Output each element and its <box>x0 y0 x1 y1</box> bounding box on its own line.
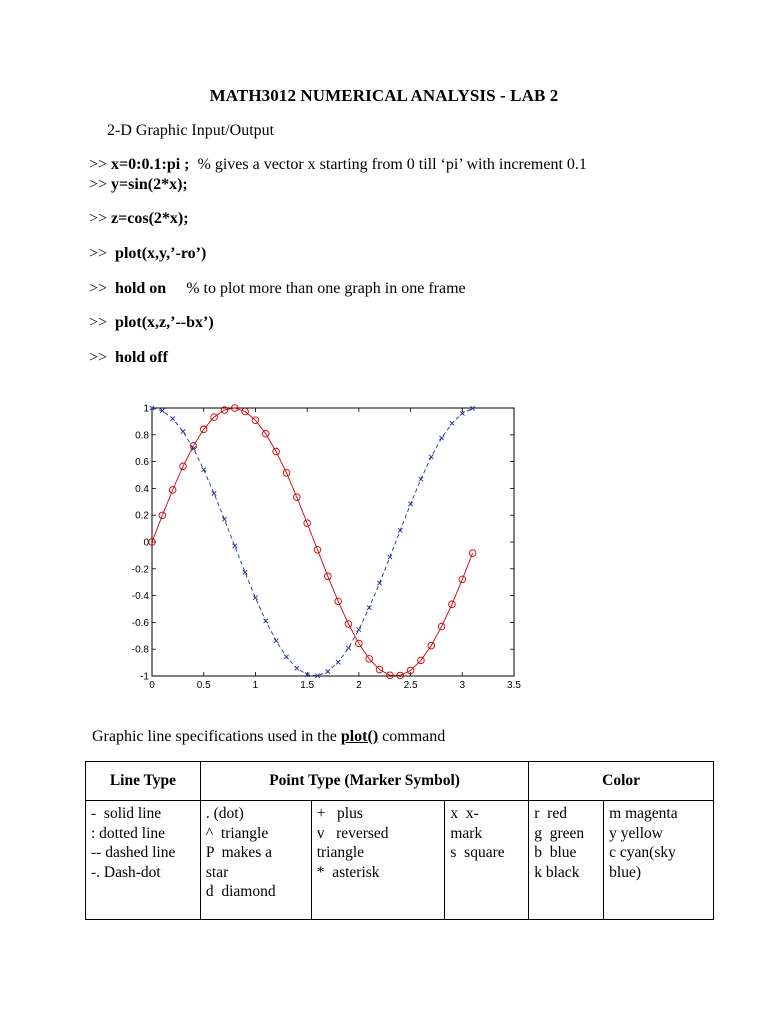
y-tick-label: 0.6 <box>135 457 149 469</box>
x-tick-label: 0 <box>149 680 155 691</box>
y-tick-label: -0.4 <box>132 591 149 603</box>
header-point-type: Point Type (Marker Symbol) <box>200 762 528 801</box>
y-tick-label: 0.8 <box>135 430 149 442</box>
table-header-row <box>86 762 714 801</box>
command-line-1 <box>89 156 587 174</box>
command-line-2 <box>89 176 188 194</box>
marker-list-3: x x- mark s square <box>450 805 505 861</box>
command-line-3 <box>89 210 189 228</box>
color-list-2: m magenta y yellow c cyan(sky blue) <box>609 805 678 881</box>
table-cell <box>604 801 714 920</box>
y-tick-label: -1 <box>140 671 149 683</box>
y-tick-label: -0.6 <box>132 617 149 629</box>
x-tick-label: 3 <box>459 680 466 691</box>
color-list-1: r red g green b blue k black <box>534 805 585 881</box>
x-tick-label: 3.5 <box>507 680 521 691</box>
x-tick-label: 2.5 <box>403 680 418 691</box>
y-tick-label: -0.2 <box>132 564 149 576</box>
plot-svg <box>132 398 532 698</box>
caption-command: plot() <box>340 728 379 745</box>
command-code: hold on <box>115 280 167 297</box>
command-comment: % to plot more than one graph in one frame <box>166 280 466 297</box>
command-code: y=sin(2*x); <box>111 176 188 193</box>
line-type-list: - solid line : dotted line -- dashed line -. Dash-dot <box>91 805 176 881</box>
y-tick-label: -0.8 <box>132 644 149 656</box>
prompt: >> <box>89 314 116 331</box>
table-cell <box>311 801 445 920</box>
y-tick-label: 0 <box>143 537 149 549</box>
y-tick-label: 0.2 <box>135 510 149 522</box>
prompt: >> <box>89 280 116 297</box>
command-code: plot(x,y,’-ro’) <box>115 245 207 262</box>
sine-cosine-plot <box>132 398 532 698</box>
command-line-6 <box>89 314 214 332</box>
command-code: x=0:0.1:pi ; <box>111 156 190 173</box>
table-cell <box>529 801 604 920</box>
page-title: MATH3012 NUMERICAL ANALYSIS - LAB 2 <box>209 86 559 105</box>
y-tick-label: 0.4 <box>135 483 149 495</box>
header-line-type: Line Type <box>86 762 201 801</box>
table-row <box>86 801 714 920</box>
prompt: >> <box>89 245 116 262</box>
x-tick-label: 2 <box>356 680 362 691</box>
x-tick-label: 0.5 <box>196 680 211 691</box>
marker-list-2: + plus v reversed triangle * asterisk <box>316 805 389 881</box>
command-line-4 <box>89 245 206 263</box>
header-color: Color <box>529 762 714 801</box>
command-comment: % gives a vector x starting from 0 till ‘pi’ with increment 0.1 <box>189 156 587 173</box>
y-tick-label: 1 <box>143 403 149 415</box>
prompt: >> <box>89 349 116 366</box>
table-cell <box>86 801 201 920</box>
table-caption <box>92 728 445 746</box>
command-line-5 <box>89 280 466 298</box>
x-tick-label: 1 <box>252 680 259 691</box>
prompt: >> <box>89 156 112 173</box>
caption-prefix: Graphic line specifications used in the <box>92 728 341 745</box>
x-tick-label: 1.5 <box>300 680 315 691</box>
command-code: hold off <box>115 349 168 366</box>
table-cell <box>445 801 529 920</box>
section-subtitle: 2-D Graphic Input/Output <box>107 122 275 139</box>
prompt: >> <box>89 176 112 193</box>
line-spec-table <box>85 761 714 920</box>
command-code: plot(x,z,’--bx’) <box>115 314 214 331</box>
command-line-7 <box>89 349 168 367</box>
plot-frame <box>152 408 514 676</box>
table-cell <box>200 801 311 920</box>
prompt: >> <box>89 210 112 227</box>
command-code: z=cos(2*x); <box>111 210 189 227</box>
caption-suffix: command <box>378 728 446 745</box>
marker-list-1: . (dot) ^ triangle P makes a star d diamond <box>205 805 276 900</box>
